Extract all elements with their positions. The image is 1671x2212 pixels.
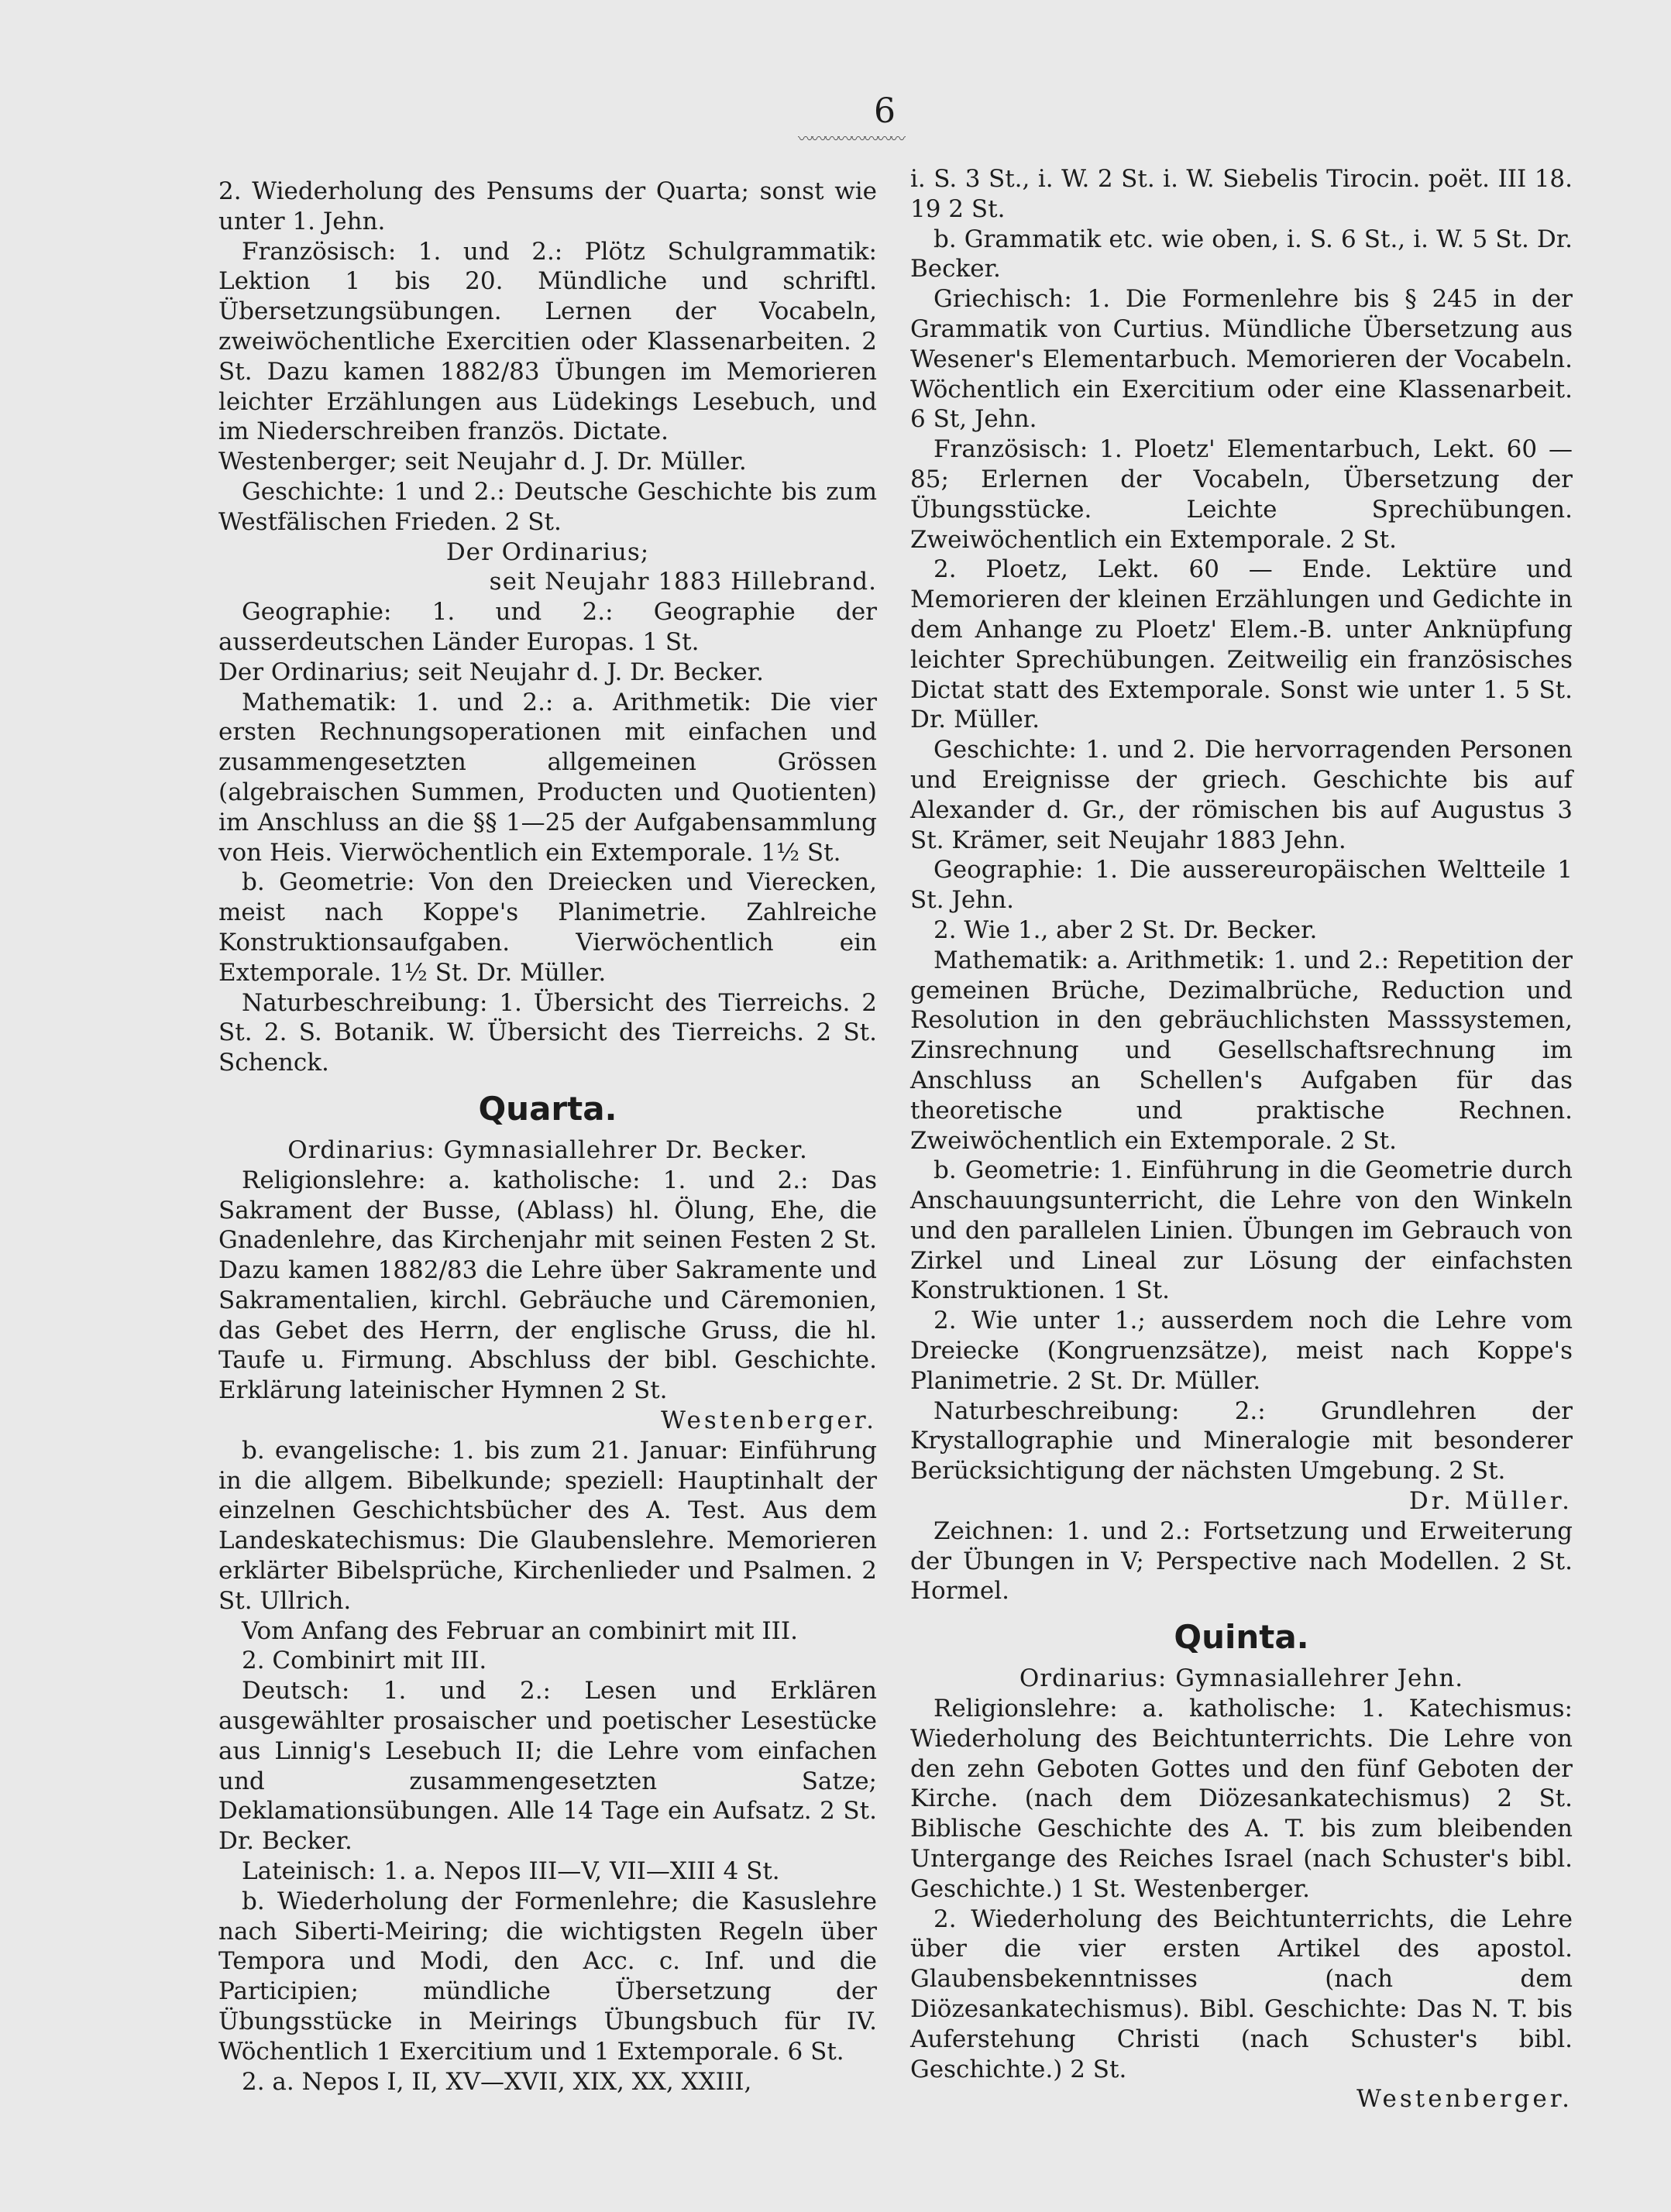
paragraph: Religionslehre: a. katholische: 1. Katechismus: Wiederholung des Beichtunterrichts. Die Lehre von den zehn Geboten Gottes und den fünf Geboten der Kirche. (nach dem Diözesankatechismus) 2 St. Biblische Geschichte des A. T. bis zum bleibenden Untergange des Reiches Israel (nach Schuster's bibl. Geschichte.) 1 St. Westenberger. — [910, 1695, 1573, 1903]
paragraph: Vom Anfang des Februar an combinirt mit III. — [242, 1616, 799, 1645]
paragraph: Geschichte: 1 und 2.: Deutsche Geschichte bis zum Westfälischen Frieden. 2 St. — [218, 477, 877, 536]
teacher-line: Dr. Müller. — [1408, 1487, 1573, 1516]
paragraph: Mathematik: 1. und 2.: a. Arithmetik: Die vier ersten Rechnungsoperationen mit einfachen und zusammengesetzten allgemeinen Grössen (algebraischen Summen, Producten und Quotienten) im Anschluss an die §§ 1—25 der Aufgabensammlung von Heis. Vierwöchentlich ein Extemporale. 1½ St. — [218, 688, 877, 867]
paragraph: Der Ordinarius; seit Neujahr d. J. Dr. Becker. — [218, 658, 765, 686]
ornament-rule: 〰〰〰〰〰〰〰〰 — [798, 133, 903, 144]
paragraph: Geschichte: 1. und 2. Die hervorragenden Personen und Ereignisse der griech. Geschichte bis auf Alexander d. Gr., der römischen bis auf Augustus 3 St. Krämer, seit Neujahr 1883 Jehn. — [910, 736, 1573, 854]
section-heading-quarta: Quarta. — [478, 1089, 617, 1128]
paragraph: Geographie: 1. und 2.: Geographie der ausserdeutschen Länder Europas. 1 St. — [218, 598, 877, 656]
paragraph: Mathematik: a. Arithmetik: 1. und 2.: Repetition der gemeinen Brüche, Dezimalbrüche, Reduction und Resolution in den gebräuchlichsten Masssystemen, Zinsrechnung und Gesellschaftsrechnung im Anschluss an Schellen's Aufgaben für das theoretische und praktische Rechnen. Zweiwöchentlich ein Extemporale. 2 St. — [910, 946, 1573, 1155]
paragraph: Geographie: 1. Die aussereuropäischen Weltteile 1 St. Jehn. — [910, 856, 1573, 915]
paragraph: Naturbeschreibung: 1. Übersicht des Tierreichs. 2 St. 2. S. Botanik. W. Übersicht des Tierreichs. 2 St. Schenck. — [218, 988, 877, 1077]
paragraph: Französisch: 1. und 2.: Plötz Schulgrammatik: Lektion 1 bis 20. Mündliche und schriftl. Übersetzungsübungen. Lernen der Vocabeln, zweiwöchentliche Exercitien oder Klassenarbeiten. 2 St. Dazu kamen 1882/83 Übungen im Memorieren leichter Erzählungen aus Lüdekings Lesebuch, und im Niederschreiben französ. Dictate. — [218, 237, 877, 446]
paragraph: 2. Wiederholung des Beichtunterrichts, die Lehre über die vier ersten Artikel des apostol. Glaubensbekenntnisses (nach dem Diözesankatechismus). Bibl. Geschichte: Das N. T. bis Auferstehung Christi (nach Schuster's bibl. Geschichte.) 2 St. — [910, 1905, 1573, 2083]
paragraph: 2. Ploetz, Lekt. 60 — Ende. Lektüre und Memorieren der kleinen Erzählungen und Gedichte in dem Anhange zu Ploetz' Elem.-B. unter Anknüpfung leichter Sprechübungen. Zeitweilig ein französisches Dictat statt des Extemporale. Sonst wie unter 1. 5 St. Dr. Müller. — [910, 555, 1573, 734]
paragraph: Religionslehre: a. katholische: 1. und 2.: Das Sakrament der Busse, (Ablass) hl. Ölung, Ehe, die Gnadenlehre, das Kirchenjahr mit seinen Festen 2 St. Dazu kamen 1882/83 die Lehre über Sakramente und Sakramentalien, kirchl. Gebräuche und Cäremonien, das Gebet des Herrn, der englische Gruss, die hl. Taufe u. Firmung. Abschluss der bibl. Geschichte. Erklärung lateinischer Hymnen 2 St. — [218, 1166, 877, 1405]
paragraph: b. Wiederholung der Formenlehre; die Kasuslehre nach Siberti-Meiring; die wichtigsten Regeln über Tempora und Modi, den Acc. c. Inf. und die Participien; mündliche Übersetzung der Übungsstücke in Meirings Übungsbuch für IV. Wöchentlich 1 Exercitium und 1 Extemporale. 6 St. — [218, 1887, 877, 2066]
paragraph: Naturbeschreibung: 2.: Grundlehren der Krystallographie und Mineralogie mit besonderer Berücksichtigung der nächsten Umgebung. 2 St. — [910, 1396, 1573, 1486]
teacher-line: Westenberger. — [1356, 2085, 1573, 2114]
right-column — [910, 164, 1573, 2114]
section-heading-quinta: Quinta. — [1174, 1618, 1309, 1657]
ordinarius-line: Ordinarius: Gymnasiallehrer Dr. Becker. — [287, 1135, 808, 1164]
paragraph: 2. Wie unter 1.; ausserdem noch die Lehre vom Dreiecke (Kongruenzsätze), meist nach Koppe's Planimetrie. 2 St. Dr. Müller. — [910, 1307, 1573, 1395]
teacher-line: Westenberger. — [661, 1407, 877, 1435]
paragraph: Zeichnen: 1. und 2.: Fortsetzung und Erweiterung der Übungen in V; Perspective nach Modellen. 2 St. Hormel. — [910, 1516, 1573, 1606]
paragraph: b. Geometrie: Von den Dreiecken und Vierecken, meist nach Koppe's Planimetrie. Zahlreiche Konstruktionsaufgaben. Vierwöchentlich ein Extemporale. 1½ St. Dr. Müller. — [218, 868, 877, 987]
page-number: 6 — [874, 91, 896, 131]
left-column — [218, 177, 877, 2097]
paragraph: Griechisch: 1. Die Formenlehre bis § 245 in der Grammatik von Curtius. Mündliche Übersetzung aus Wesener's Elementarbuch. Memorieren der Vocabeln. Wöchentlich ein Exercitium oder eine Klassenarbeit. 6 St, Jehn. — [910, 285, 1573, 434]
teacher-line: seit Neujahr 1883 Hillebrand. — [489, 568, 877, 596]
paragraph: b. evangelische: 1. bis zum 21. Januar: Einführung in die allgem. Bibelkunde; speziell: Hauptinhalt der einzelnen Geschichtsbücher des A. Test. Aus dem Landeskatechismus: Die Glaubenslehre. Memorieren erklärter Bibelsprüche, Kirchenlieder und Psalmen. 2 St. Ullrich. — [218, 1436, 877, 1615]
paragraph: 2. Wiederholung des Pensums der Quarta; sonst wie unter 1. Jehn. — [218, 177, 877, 235]
paragraph: 2. a. Nepos I, II, XV—XVII, XIX, XX, XXIII, — [242, 2067, 752, 2096]
paragraph: i. S. 3 St., i. W. 2 St. i. W. Siebelis Tirocin. poët. III 18. 19 2 St. — [910, 165, 1573, 223]
paragraph: Französisch: 1. Ploetz' Elementarbuch, Lekt. 60 —85; Erlernen der Vocabeln, Übersetzung der Übungsstücke. Leichte Sprechübungen. Zweiwöchentlich ein Extemporale. 2 St. — [910, 435, 1573, 554]
paragraph: Westenberger; seit Neujahr d. J. Dr. Müller. — [218, 448, 747, 476]
ordinarius-line: Ordinarius: Gymnasiallehrer Jehn. — [1019, 1664, 1464, 1693]
paragraph: Lateinisch: 1. a. Nepos III—V, VII—XIII 4 St. — [242, 1857, 780, 1886]
paragraph: Deutsch: 1. und 2.: Lesen und Erklären ausgewählter prosaischer und poetischer Lesestücke aus Linnig's Lesebuch II; die Lehre vom einfachen und zusammengesetzten Satze; Deklamationsübungen. Alle 14 Tage ein Aufsatz. 2 St. Dr. Becker. — [218, 1677, 877, 1856]
paragraph: b. Geometrie: 1. Einführung in die Geometrie durch Anschauungsunterricht, die Lehre von den Winkeln und den parallelen Linien. Übungen im Gebrauch von Zirkel und Lineal zur Lösung der einfachsten Konstruktionen. 1 St. — [910, 1156, 1573, 1305]
paragraph: b. Grammatik etc. wie oben, i. S. 6 St., i. W. 5 St. Dr. Becker. — [910, 225, 1573, 283]
paragraph: 2. Wie 1., aber 2 St. Dr. Becker. — [933, 915, 1318, 944]
paragraph: 2. Combinirt mit III. — [242, 1647, 487, 1675]
teacher-line: Der Ordinarius; — [445, 538, 650, 566]
